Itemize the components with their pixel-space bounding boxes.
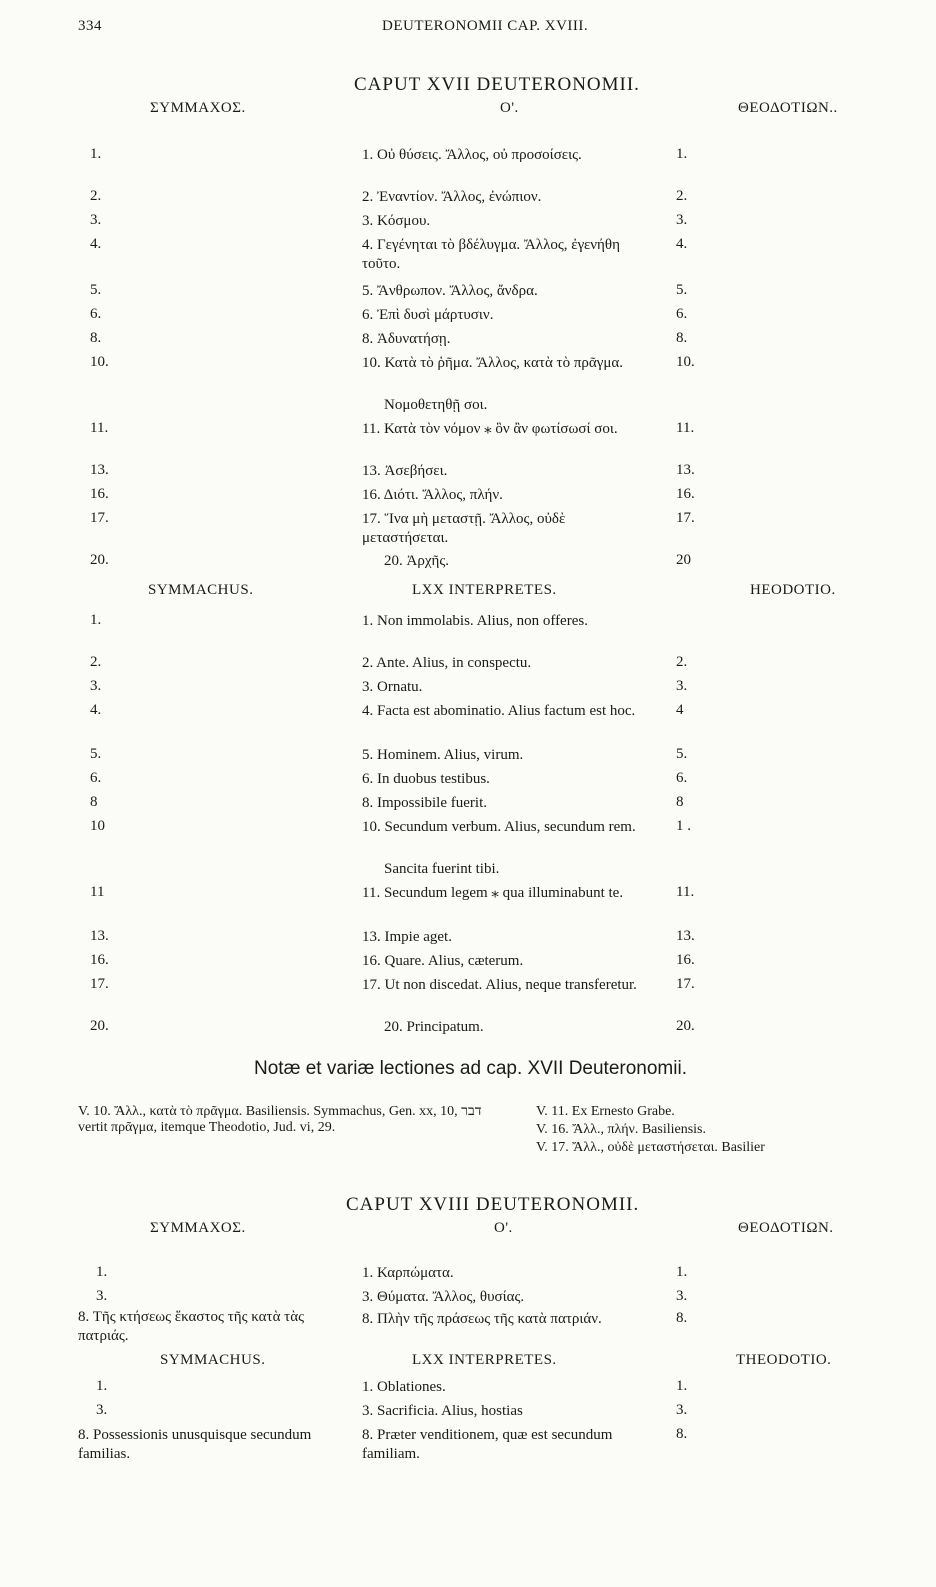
verse-text: 13. Ἀσεβήσει. (362, 463, 448, 479)
verse-number-symmachus: 8. (90, 330, 102, 346)
verse-number-theodotio: 2. (676, 654, 688, 670)
verse-number-symmachus: 17. (90, 510, 109, 526)
verse-text: 4. Γεγένηται τὸ βδέλυγμα. Ἄλλος, ἐγενήθη τοῦτο. (362, 237, 620, 272)
verse-number-theodotion: 6. (676, 306, 688, 322)
verse-number-theodotio: 5. (676, 746, 688, 762)
verse-text: 11. Κατὰ τὸν νόμον ⁎ ὃν ἂν φωτίσωσί σοι. (362, 421, 618, 437)
verse-number-symmachus: 5. (90, 746, 102, 762)
column-header-theodotion: ΘΕΟΔΟΤΙΩΝ.. (738, 100, 838, 116)
verse-number-symmachus: 16. (90, 486, 109, 502)
verse-number-theodotion: 20 (676, 552, 691, 568)
verse-number-symmachus: 2. (90, 654, 102, 670)
verse-number-theodotion: 13. (676, 462, 695, 478)
chapter-title: CAPUT XVII DEUTERONOMII. (354, 74, 640, 95)
verse-text: 11. Secundum legem ⁎ qua illuminabunt te. (362, 885, 624, 901)
verse-number-symmachus: 1. (90, 146, 102, 162)
verse-text: 10. Secundum verbum. Alius, secundum rem. (362, 819, 636, 835)
page-number: 334 (78, 18, 102, 34)
verse-text: 8. Ἀδυνατήσῃ. (362, 331, 451, 347)
verse-text: 16. Quare. Alius, cæterum. (362, 953, 524, 969)
verse-text: Sancita fuerint tibi. (384, 861, 500, 877)
verse-text: 6. Ἐπὶ δυσὶ μάρτυσιν. (362, 307, 494, 323)
verse-number-symmachus: 5. (90, 282, 102, 298)
verse-text: 20. Ἀρχῆς. (384, 553, 450, 569)
verse-number-symmachus: 4. (90, 236, 102, 252)
verse-text: 20. Principatum. (384, 1019, 484, 1035)
verse-number-symmachus: 6. (90, 306, 102, 322)
verse-text: 17. Ut non discedat. Alius, neque transferetur. (362, 977, 637, 993)
verse-number-symmachus: 11 (90, 884, 105, 900)
column-header-symmachus: ΣΥΜΜΑΧΟΣ. (150, 1220, 246, 1236)
verse-number-theodotion: 1. (676, 1264, 688, 1280)
verse-number-theodotio: 11. (676, 884, 695, 900)
verse-number-theodotio: 8. (676, 1426, 688, 1442)
column-header-theodotio-latin: THEODOTIO. (736, 1352, 832, 1368)
column-header-lxx-latin: LXX INTERPRETES. (412, 1352, 557, 1368)
verse-text: 6. In duobus testibus. (362, 771, 490, 787)
verse-text: 2. Ante. Alius, in conspectu. (362, 655, 532, 671)
verse-number-theodotio: 4 (676, 702, 684, 718)
column-header-lxx: Ο'. (500, 100, 519, 116)
verse-number-theodotio: 8 (676, 794, 684, 810)
verse-text: 13. Impie aget. (362, 929, 452, 945)
verse-text: 5. Hominem. Alius, virum. (362, 747, 524, 763)
verse-number-symmachus: 1. (96, 1378, 108, 1394)
verse-number-theodotio: 17. (676, 976, 695, 992)
verse-text: 8. Πλὴν τῆς πράσεως τῆς κατὰ πατριάν. (362, 1311, 602, 1327)
verse-number-theodotion: 17. (676, 510, 695, 526)
verse-number-theodotion: 10. (676, 354, 695, 370)
verse-number-theodotio: 20. (676, 1018, 695, 1034)
column-header-theodotio-latin: HEODOTIO. (750, 582, 836, 598)
verse-number-theodotio: 6. (676, 770, 688, 786)
verse-number-theodotion: 11. (676, 420, 695, 436)
verse-number-theodotion: 4. (676, 236, 688, 252)
symmachus-text: 8. Possessionis unusquisque secundum familias. (78, 1427, 312, 1462)
verse-number-symmachus: 8 (90, 794, 98, 810)
note-right-3: V. 17. Ἄλλ., οὐδὲ μεταστήσεται. Basilier (536, 1140, 765, 1155)
verse-number-symmachus: 13. (90, 462, 109, 478)
verse-text: 8. Impossibile fuerit. (362, 795, 487, 811)
note-right-1: V. 11. Ex Ernesto Grabe. (536, 1104, 675, 1119)
verse-number-theodotion: 1. (676, 146, 688, 162)
verse-number-theodotion: 5. (676, 282, 688, 298)
verse-number-symmachus: 3. (96, 1402, 108, 1418)
verse-text: 3. Sacrificia. Alius, hostias (362, 1403, 523, 1419)
running-head: DEUTERONOMII CAP. XVIII. (382, 18, 589, 34)
column-header-theodotion: ΘΕΟΔΟΤΙΩΝ. (738, 1220, 834, 1236)
verse-number-symmachus: 3. (90, 678, 102, 694)
verse-number-symmachus: 3. (90, 212, 102, 228)
verse-number-theodotion: 8. (676, 1310, 688, 1326)
verse-text: 16. Διότι. Ἄλλος, πλήν. (362, 487, 503, 503)
column-header-symmachus-latin: SYMMACHUS. (148, 582, 254, 598)
verse-number-symmachus: 11. (90, 420, 109, 436)
verse-number-symmachus: 10 (90, 818, 105, 834)
verse-text: 2. Ἐναντίον. Ἄλλος, ἐνώπιον. (362, 189, 542, 205)
verse-number-theodotio: 3. (676, 678, 688, 694)
note-left: V. 10. Ἄλλ., κατὰ τὸ πρᾶγμα. Basiliensis. Symmachus, Gen. xx, 10, דבר vertit πρᾶγμα, itemque Theodotio, Jud. vi, 29. (78, 1104, 482, 1135)
verse-number-theodotion: 8. (676, 330, 688, 346)
verse-text: 3. Κόσμου. (362, 213, 431, 229)
verse-text: 1. Καρπώματα. (362, 1265, 454, 1281)
verse-text: 1. Non immolabis. Alius, non offeres. (362, 613, 588, 629)
note-right-2: V. 16. Ἄλλ., πλήν. Basiliensis. (536, 1122, 707, 1137)
verse-text: 17. Ἵνα μὴ μεταστῇ. Ἄλλος, οὐδὲ μεταστήσεται. (362, 511, 566, 546)
verse-number-symmachus: 1. (90, 612, 102, 628)
verse-number-theodotion: 3. (676, 212, 688, 228)
verse-number-symmachus: 20. (90, 552, 109, 568)
verse-number-theodotion: 16. (676, 486, 695, 502)
verse-number-symmachus: 20. (90, 1018, 109, 1034)
column-header-symmachus: ΣΥΜΜΑΧΟΣ. (150, 100, 246, 116)
verse-number-theodotion: 2. (676, 188, 688, 204)
symmachus-text: 8. Τῆς κτήσεως ἕκαστος τῆς κατὰ τὰς πατριάς. (78, 1309, 305, 1344)
column-header-symmachus-latin: SYMMACHUS. (160, 1352, 266, 1368)
verse-text: 10. Κατὰ τὸ ῥῆμα. Ἄλλος, κατὰ τὸ πρᾶγμα. (362, 355, 624, 371)
verse-number-symmachus: 10. (90, 354, 109, 370)
verse-text: 5. Ἄνθρωπον. Ἄλλος, ἄνδρα. (362, 283, 538, 299)
verse-number-symmachus: 3. (96, 1288, 108, 1304)
verse-number-theodotio: 16. (676, 952, 695, 968)
column-header-lxx: Ο'. (494, 1220, 513, 1236)
verse-number-symmachus: 2. (90, 188, 102, 204)
column-header-lxx-latin: LXX INTERPRETES. (412, 582, 557, 598)
verse-number-theodotio: 1. (676, 1378, 688, 1394)
chapter-title: CAPUT XVIII DEUTERONOMII. (346, 1194, 640, 1215)
verse-text: Νομοθετηθῇ σοι. (384, 397, 488, 413)
verse-number-theodotio: 13. (676, 928, 695, 944)
verse-text: 3. Θύματα. Ἄλλος, θυσίας. (362, 1289, 525, 1305)
verse-text: 8. Præter venditionem, quæ est secundum familiam. (362, 1427, 613, 1462)
verse-text: 1. Oblationes. (362, 1379, 446, 1395)
verse-number-symmachus: 16. (90, 952, 109, 968)
verse-number-theodotio: 3. (676, 1402, 688, 1418)
verse-number-symmachus: 1. (96, 1264, 108, 1280)
verse-number-symmachus: 6. (90, 770, 102, 786)
verse-number-theodotio: 1 . (676, 818, 691, 834)
verse-number-symmachus: 13. (90, 928, 109, 944)
verse-text: 1. Οὐ θύσεις. Ἄλλος, οὐ προσοίσεις. (362, 147, 582, 163)
verse-text: 4. Facta est abominatio. Alius factum est hoc. (362, 703, 636, 719)
verse-number-symmachus: 4. (90, 702, 102, 718)
verse-number-symmachus: 17. (90, 976, 109, 992)
verse-text: 3. Ornatu. (362, 679, 423, 695)
verse-number-theodotion: 3. (676, 1288, 688, 1304)
notes-title: Notæ et variæ lectiones ad cap. XVII Deuteronomii. (254, 1058, 687, 1079)
